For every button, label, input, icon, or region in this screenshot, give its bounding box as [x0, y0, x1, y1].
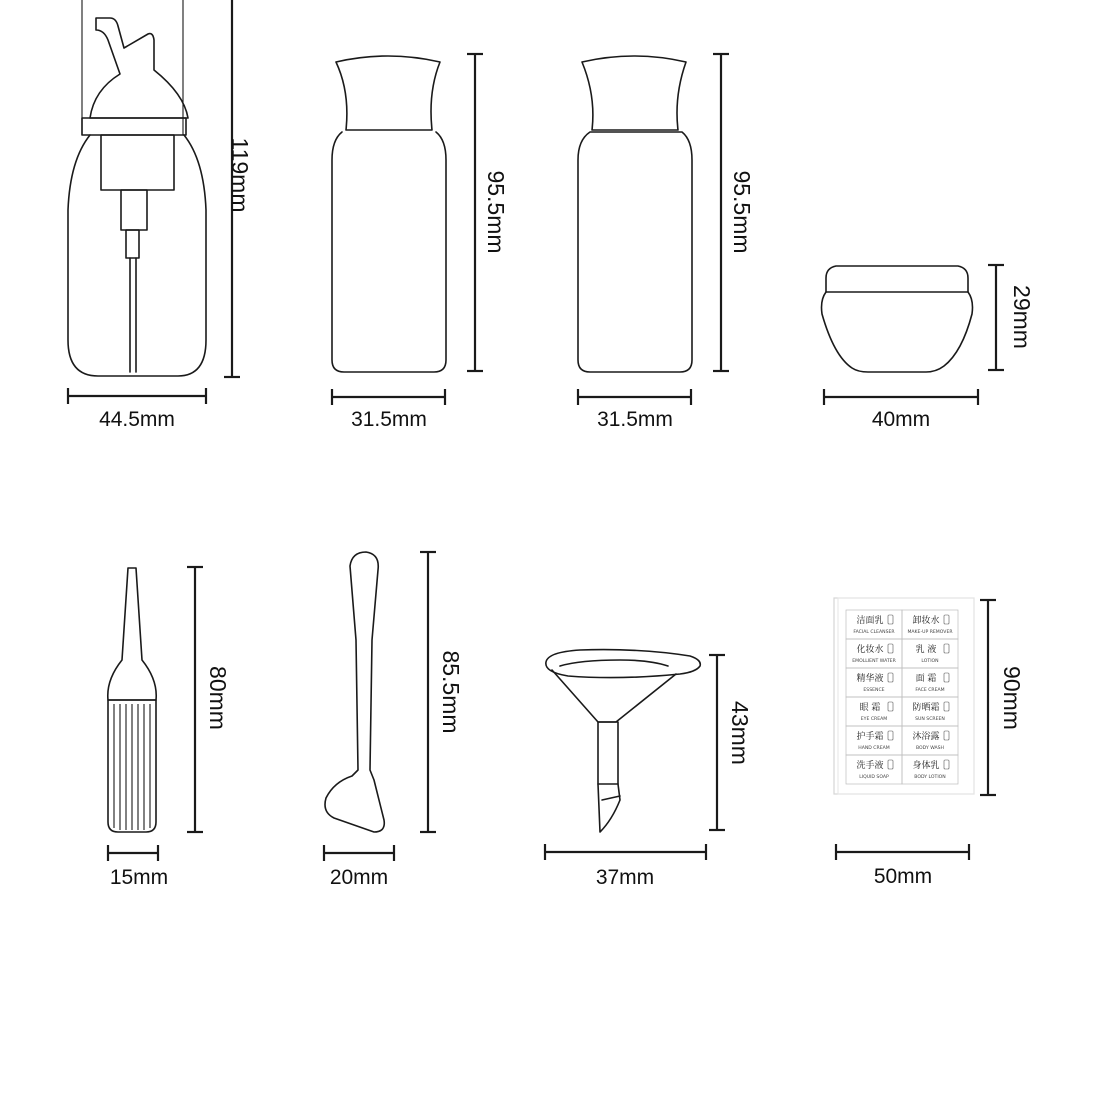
funnel-drawing [546, 650, 700, 832]
flat-cap-bottle-2-width-dimension [578, 389, 691, 431]
flat-cap-bottle-1-height-dimension [467, 54, 509, 371]
label-cn-text: 身体乳 [912, 761, 940, 771]
label-en-text: LOTION [921, 659, 939, 664]
spatula-height-label: 85.5mm [437, 650, 464, 734]
spatula-drawing [325, 552, 384, 832]
label-en-text: EYE CREAM [860, 717, 888, 722]
label-en-text: EMOLLIENT WATER [852, 659, 896, 664]
funnel-width-label: 37mm [595, 866, 655, 889]
label-en-text: FACE CREAM [915, 688, 945, 693]
spatula-height-dimension [420, 552, 464, 832]
label-cn-text: 护手霜 [856, 732, 884, 742]
label-cn-text: 精华液 [856, 674, 884, 684]
label-sheet-height-dimension [980, 600, 1025, 795]
label-en-text: ESSENCE [863, 688, 885, 693]
spatula-width-dimension [324, 845, 394, 889]
cream-jar-drawing [822, 266, 973, 372]
label-sheet-width-label: 50mm [873, 865, 933, 888]
dropper-width-dimension [108, 845, 168, 889]
pump-bottle-drawing [68, 0, 206, 376]
label-en-text: LIQUID SOAP [859, 775, 889, 780]
label-cn-text: 沐浴露 [912, 732, 940, 742]
flat-cap-bottle-2-width-label: 31.5mm [597, 408, 673, 431]
funnel-width-dimension [545, 844, 706, 889]
funnel-height-label: 43mm [726, 701, 753, 765]
funnel-height-dimension [709, 655, 753, 830]
label-en-text: MAKE-UP REMOVER [907, 630, 953, 635]
label-sheet-width-dimension [836, 844, 969, 888]
pump-bottle-height-dimension [224, 0, 253, 377]
dropper-height-dimension [187, 567, 231, 832]
dropper-height-label: 80mm [204, 666, 231, 730]
cream-jar-width-dimension [824, 389, 978, 431]
cream-jar-height-dimension [988, 265, 1035, 370]
flat-cap-bottle-1-drawing [332, 56, 446, 372]
label-en-text: SUN SCREEN [915, 717, 945, 722]
flat-cap-bottle-2-height-dimension [713, 54, 755, 371]
label-cn-text: 面 霜 [915, 674, 937, 684]
label-cn-text: 洁面乳 [856, 616, 884, 626]
label-cn-text: 卸妆水 [912, 616, 940, 626]
cream-jar-height-label: 29mm [1008, 285, 1035, 349]
pump-bottle-width-dimension [68, 388, 206, 431]
pump-bottle-width-label: 44.5mm [99, 408, 175, 431]
flat-cap-bottle-1-width-dimension [332, 389, 445, 431]
label-en-text: FACIAL CLEANSER [853, 630, 895, 635]
label-sheet-height-label: 90mm [998, 666, 1025, 730]
flat-cap-bottle-1-height-label: 95.5mm [482, 170, 509, 254]
label-cn-text: 乳 液 [915, 645, 937, 655]
label-cn-text: 眼 霜 [859, 703, 881, 713]
label-cn-text: 化妆水 [856, 645, 884, 655]
flat-cap-bottle-2-drawing [578, 56, 692, 372]
label-en-text: HAND CREAM [858, 746, 890, 751]
label-sheet-drawing [834, 598, 974, 794]
label-cn-text: 洗手液 [856, 761, 884, 771]
flat-cap-bottle-1-width-label: 31.5mm [351, 408, 427, 431]
cream-jar-width-label: 40mm [871, 408, 931, 431]
label-cn-text: 防晒霜 [912, 703, 940, 713]
dropper-width-label: 15mm [109, 866, 169, 889]
label-en-text: BODY LOTION [914, 775, 946, 780]
spatula-width-label: 20mm [329, 866, 389, 889]
pump-bottle-height-label: 119mm [226, 137, 253, 213]
label-en-text: BODY WASH [915, 746, 945, 751]
flat-cap-bottle-2-height-label: 95.5mm [728, 170, 755, 254]
dropper-drawing [108, 568, 156, 832]
